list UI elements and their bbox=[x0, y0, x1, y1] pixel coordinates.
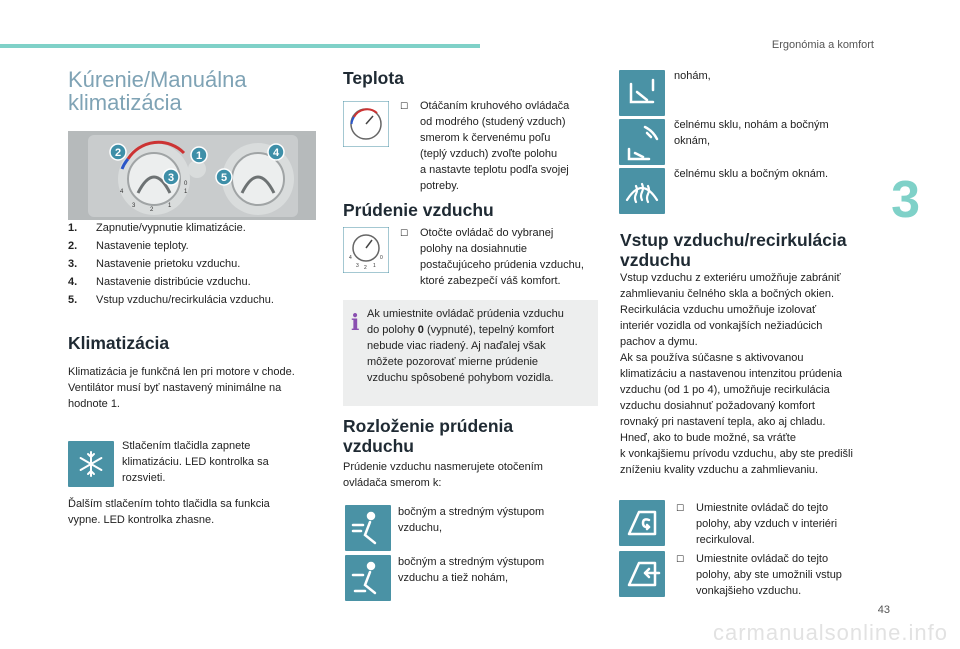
airflow-face-vents-icon bbox=[345, 505, 391, 551]
legend-item: 4. Nastavenie distribúcie vzduchu. bbox=[68, 276, 251, 288]
svg-text:4: 4 bbox=[272, 147, 280, 159]
svg-text:4: 4 bbox=[120, 189, 124, 195]
distribution-option-3: nohám, bbox=[674, 70, 711, 82]
fan-speed-dial-icon bbox=[343, 227, 389, 273]
outside-air-icon bbox=[619, 551, 665, 597]
bullet-box-icon: ☐ bbox=[400, 228, 409, 238]
callout-4 bbox=[268, 144, 284, 160]
svg-text:0: 0 bbox=[184, 181, 188, 187]
ac-press-text: Stlačením tlačidla zapnete klimatizáciu. LED kontrolka sa rozsvieti. bbox=[122, 440, 269, 484]
bullet-box-icon: ☐ bbox=[676, 554, 685, 564]
distribution-option-5: čelnému sklu a bočným oknám. bbox=[674, 168, 829, 180]
airflow-face-feet-icon bbox=[345, 555, 391, 601]
svg-text:4: 4 bbox=[349, 255, 352, 261]
page-number: 43 bbox=[877, 604, 890, 616]
airflow-instruction: ☐ Otočte ovládač do vybranej polohy na dosiahnutie postačujúceho prúdenia vzduchu, ktoré zabezpečí váš komfort. bbox=[400, 227, 584, 287]
legend-item: 1. Zapnutie/vypnutie klimatizácie. bbox=[68, 222, 246, 234]
ac-paragraph-2: Ďalším stlačením tohto tlačidla sa funkcia vypne. LED kontrolka zhasne. bbox=[68, 498, 270, 526]
temperature-dial-icon bbox=[343, 101, 389, 147]
temperature-heading: Teplota bbox=[343, 68, 404, 88]
outside-air-instruction: ☐ Umiestnite ovládač do tejto polohy, aby ste umožnili vstup vonkajšieho vzduchu. bbox=[676, 553, 842, 597]
svg-text:3: 3 bbox=[167, 172, 175, 184]
callout-1 bbox=[191, 147, 207, 163]
control-legend bbox=[68, 219, 274, 309]
airflow-heading: Prúdenie vzduchu bbox=[343, 200, 494, 220]
callout-2 bbox=[110, 144, 126, 160]
recirculation-icon bbox=[619, 500, 665, 546]
chapter-accent-bar bbox=[0, 44, 480, 48]
svg-text:0: 0 bbox=[380, 255, 383, 261]
info-note: i Ak umiestnite ovládač prúdenia vzduchu do polohy 0 (vypnuté), tepelný komfort nebude viac riadený. Aj naďalej však môžete pozorovať mierne prúdenie vzduchu spôsobené pohybom vozidla. bbox=[343, 300, 598, 406]
bullet-box-icon: ☐ bbox=[676, 503, 685, 513]
distribution-heading: Rozloženie prúdenia vzduchu bbox=[343, 416, 514, 456]
legend-item: 3. Nastavenie prietoku vzduchu. bbox=[68, 258, 241, 270]
control-panel-illustration bbox=[68, 131, 316, 220]
distribution-paragraph: Prúdenie vzduchu nasmerujete otočením ovládača smerom k: bbox=[343, 461, 543, 489]
legend-item: 5. Vstup vzduchu/recirkulácia vzduchu. bbox=[68, 294, 274, 306]
svg-text:1: 1 bbox=[195, 150, 203, 162]
svg-text:2: 2 bbox=[364, 265, 367, 271]
recirculation-instruction: ☐ Umiestnite ovládač do tejto polohy, aby vzduch v interiéri recirkuloval. bbox=[676, 502, 838, 546]
page-title: Kúrenie/Manuálna klimatizácia bbox=[68, 67, 247, 115]
svg-text:5: 5 bbox=[220, 172, 228, 184]
ac-paragraph-1: Klimatizácia je funkčná len pri motore v chode. Ventilátor musí byť nastavený minimálne na hodnote 1. bbox=[68, 366, 295, 410]
watermark: carmanualsonline.info bbox=[712, 620, 948, 645]
distribution-option-2: bočným a stredným výstupom vzduchu a tiež nohám, bbox=[398, 556, 545, 584]
snowflake-icon bbox=[68, 441, 114, 487]
recirculation-heading: Vstup vzduchu/recirkulácia vzduchu bbox=[620, 230, 847, 270]
svg-text:2: 2 bbox=[114, 147, 122, 159]
ac-heading: Klimatizácia bbox=[68, 333, 170, 353]
bullet-box-icon: ☐ bbox=[400, 101, 409, 111]
svg-text:3: 3 bbox=[132, 203, 136, 209]
svg-text:1: 1 bbox=[184, 189, 188, 195]
chapter-number: 3 bbox=[891, 171, 920, 229]
svg-text:3: 3 bbox=[356, 263, 359, 269]
callout-5 bbox=[216, 169, 232, 185]
callout-3 bbox=[163, 169, 179, 185]
temperature-instruction: ☐ Otáčaním kruhového ovládača od modrého (studený vzduch) smerom k červenému poľu (teplý vzduch) zvoľte polohu a nastavte teplotu podľa svojej potreby. bbox=[400, 100, 570, 192]
distribution-option-4: čelnému sklu, nohám a bočným oknám, bbox=[674, 119, 829, 147]
legend-item: 2. Nastavenie teploty. bbox=[68, 240, 189, 252]
recirculation-paragraph: Vstup vzduchu z exteriéru umožňuje zabrániť zahmlievaniu čelného skla a bočných okien. Recirkulácia vzduchu umožňuje izolovať interiér vozidla od vonkajších nežiadúcich pachov a dymu. Ak sa používa súčasne s aktivovanou klimatizáciu a nastavenou intenzitou prúdenia vzduchu (od 1 po 4), umožňuje recirkulácia vzduchu dosiahnuť požadovaný komfort rovnaký pri nastavení tepla, ako aj chladu. Hneď, ako to bude možné, sa vráťte k vonkajšiemu prívodu vzduchu, aby ste predišli zníženiu kvality vzduchu a zahmlievaniu. bbox=[620, 272, 853, 476]
svg-text:2: 2 bbox=[150, 207, 154, 213]
defrost-windscreen-icon bbox=[619, 168, 665, 214]
info-icon: i bbox=[351, 310, 360, 336]
chapter-title: Ergonómia a komfort bbox=[771, 39, 874, 51]
airflow-windscreen-feet-icon bbox=[619, 119, 665, 165]
svg-text:1: 1 bbox=[373, 263, 376, 269]
distribution-option-1: bočným a stredným výstupom vzduchu, bbox=[398, 506, 545, 534]
svg-text:1: 1 bbox=[168, 203, 172, 209]
airflow-feet-icon bbox=[619, 70, 665, 116]
